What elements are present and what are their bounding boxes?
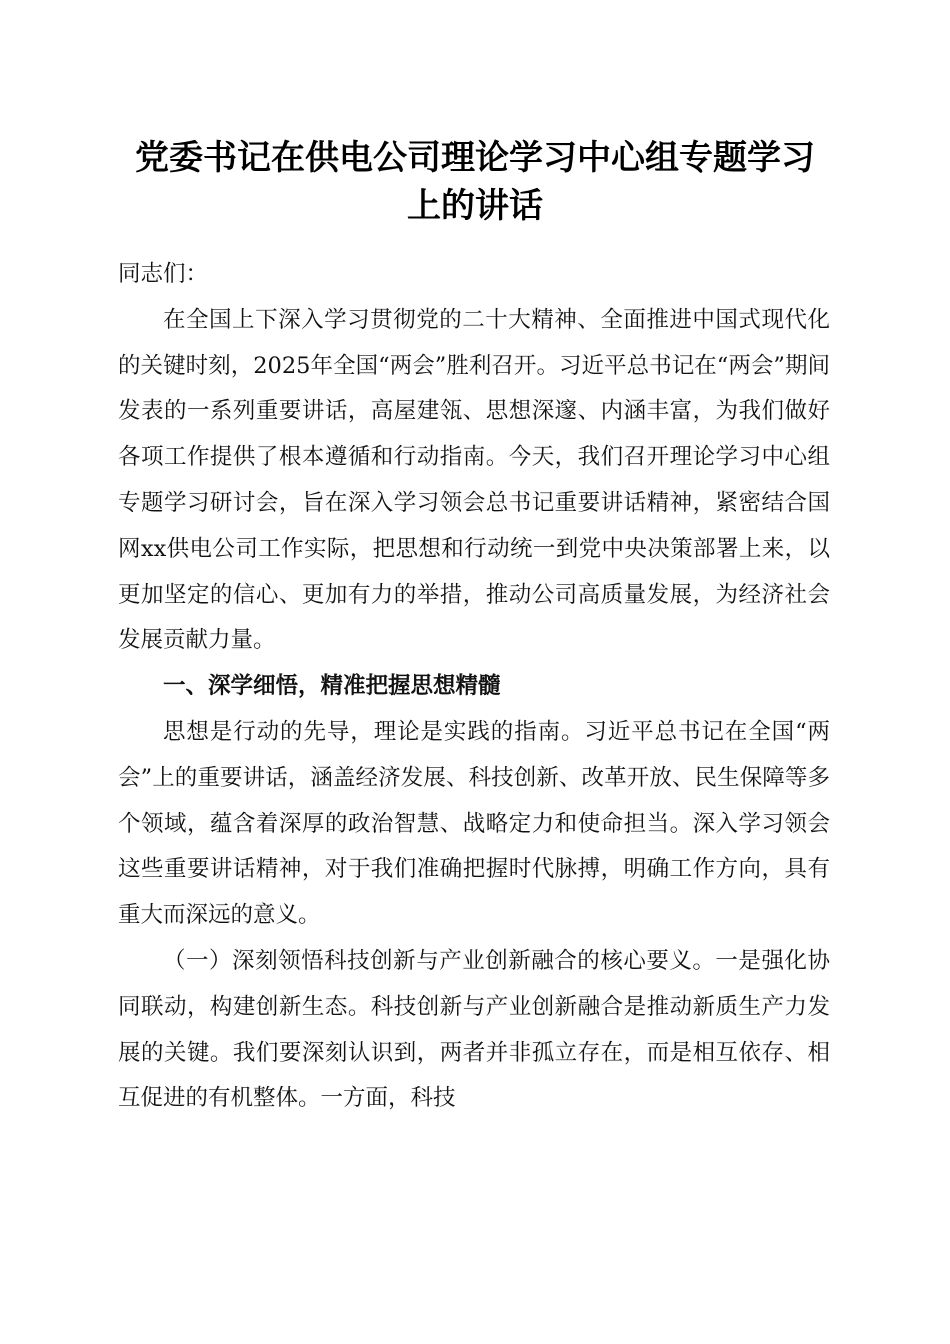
document-body bbox=[118, 252, 830, 1122]
title-line-1: 党委书记在供电公司理论学习中心组专题学习 bbox=[135, 138, 815, 178]
title-line-2: 上的讲话 bbox=[407, 186, 543, 226]
section-heading-1: 一、深学细悟，精准把握思想精髓 bbox=[163, 673, 501, 700]
paragraph-subsection-1: （一）深刻领悟科技创新与产业创新融合的核心要义。一是强化协同联动，构建创新生态。科技创新与产业创新融合是推动新质生产力发展的关键。我们要深刻认识到，两者并非孤立存在，而是相互依存、相互促进的有机整体。一方面，科技 bbox=[118, 947, 830, 1112]
document-title bbox=[100, 134, 850, 230]
paragraph-intro: 在全国上下深入学习贯彻党的二十大精神、全面推进中国式现代化的关键时刻，2025年全国“两会”胜利召开。习近平总书记在“两会”期间发表的一系列重要讲话，高屋建瓴、思想深邃、内涵丰富，为我们做好各项工作提供了根本遵循和行动指南。今天，我们召开理论学习中心组专题学习研讨会，旨在深入学习领会总书记重要讲话精神，紧密结合国网xx供电公司工作实际，把思想和行动统一到党中央决策部署上来，以更加坚定的信心、更加有力的举措，推动公司高质量发展，为经济社会发展贡献力量。 bbox=[118, 306, 830, 654]
salutation: 同志们： bbox=[118, 261, 209, 287]
paragraph-section-1: 思想是行动的先导，理论是实践的指南。习近平总书记在全国“两会”上的重要讲话，涵盖经济发展、科技创新、改革开放、民生保障等多个领域，蕴含着深厚的政治智慧、战略定力和使命担当。深入学习领会这些重要讲话精神，对于我们准确把握时代脉搏，明确工作方向，具有重大而深远的意义。 bbox=[118, 718, 830, 929]
